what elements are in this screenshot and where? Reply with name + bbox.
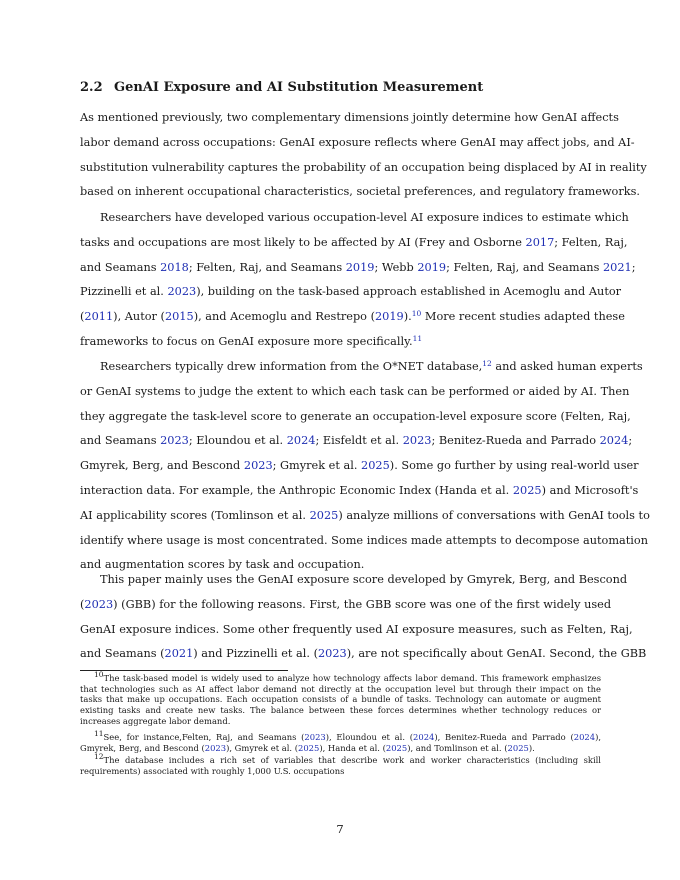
paragraph-line: Gmyrek, Berg, and Bescond 2023; Gmyrek et al. 2025). Some go further by using real-world user [80,459,639,473]
footnote-line: $^{11}$See, for instance,Felten, Raj, and Seamans (2023), Eloundou et al. (2024), Benitez-Rueda and Parrado (2024), [94,729,601,742]
footnote-line: $^{10}$The task-based model is widely used to analyze how technology affects labor demand. This framework emphasizes [94,670,601,683]
paragraph-line: As mentioned previously, two complementary dimensions jointly determine how GenAI affects [80,111,619,124]
paragraph-line: based on inherent occupational characteristics, societal preferences, and regulatory frameworks. [80,185,640,199]
paragraph-line: frameworks to focus on GenAI exposure more specifically.$^{11}$ [80,334,423,348]
paragraph-line: (2011), Autor (2015), and Acemoglu and Restrepo (2019).$^{10}$ More recent studies adapted these [80,309,625,324]
footnote-line: existing tasks and create new tasks. The balance between these forces determines whether technology reduces or [80,705,601,716]
paragraph-line: interaction data. For example, the Anthropic Economic Index (Handa et al. 2025) and Microsoft's [80,484,639,497]
page-number: 7 [336,822,344,836]
footnote-line: that technologies such as AI affect labor demand not directly at the occupation level but through their impact on the [80,683,601,694]
paragraph-line: AI applicability scores (Tomlinson et al. 2025) analyze millions of conversations with GenAI tools to [80,508,650,522]
section-title: GenAI Exposure and AI Substitution Measurement [114,80,484,95]
paragraph-line: and Seamans 2018; Felten, Raj, and Seamans 2019; Webb 2019; Felten, Raj, and Seamans 2021; [80,260,636,274]
paragraph-line: labor demand across occupations: GenAI exposure reflects where GenAI may affect jobs, and AI- [80,135,635,149]
paragraph-line: (2023) (GBB) for the following reasons. First, the GBB score was one of the first widely used [80,597,612,611]
paragraph-line: tasks and occupations are most likely to be affected by AI (Frey and Osborne 2017; Felten, Raj, [80,235,628,249]
paragraph-line: and Seamans 2023; Eloundou et al. 2024; Eisfeldt et al. 2023; Benitez-Rueda and Parrado 2024; [80,434,633,448]
paragraph-line: Researchers have developed various occupation-level AI exposure indices to estimate which [100,211,629,224]
section-number: 2.2 [80,80,103,95]
paragraph-line: Researchers typically drew information from the O*NET database,$^{12}$ and asked human experts [100,359,643,373]
footnote-line: increases aggregate labor demand. [80,715,231,726]
footnote-line: tasks that make up occupations. Each occupation consists of a bundle of tasks. Technology can automate or augment [80,694,601,705]
footnote-line: requirements) associated with roughly 1,000 U.S. occupations [80,765,345,776]
section-heading [80,80,483,96]
paragraph-line: and augmentation scores by task and occupation. [80,558,365,572]
paragraph-line: and Seamans (2021) and Pizzinelli et al. (2023), are not specifically about GenAI. Second, the GBB [80,647,647,661]
footnote-rule [80,670,288,671]
paragraph-line: they aggregate the task-level score to generate an occupation-level exposure score (Felten, Raj, [80,409,631,423]
footnote-line: $^{12}$The database includes a rich set of variables that describe work and worker characteristics (including skill [94,752,601,765]
paragraph-line: substitution vulnerability captures the probability of an occupation being displaced by AI in reality [80,160,647,174]
paragraph-line: This paper mainly uses the GenAI exposure score developed by Gmyrek, Berg, and Bescond [100,573,628,586]
paragraph-line: Pizzinelli et al. 2023), building on the task-based approach established in Acemoglu and Autor [80,285,622,299]
paragraph-line: or GenAI systems to judge the extent to which each task can be performed or aided by AI. Then [80,384,630,398]
footnote-line: Gmyrek, Berg, and Bescond (2023), Gmyrek et al. (2025), Handa et al. (2025), and Tomlinson et al. (2025). [80,742,535,753]
paragraph-line: identify where usage is most concentrated. Some indices made attempts to decompose automation [80,533,648,547]
paragraph-line: GenAI exposure indices. Some other frequently used AI exposure measures, such as Felten, Raj, [80,622,633,636]
